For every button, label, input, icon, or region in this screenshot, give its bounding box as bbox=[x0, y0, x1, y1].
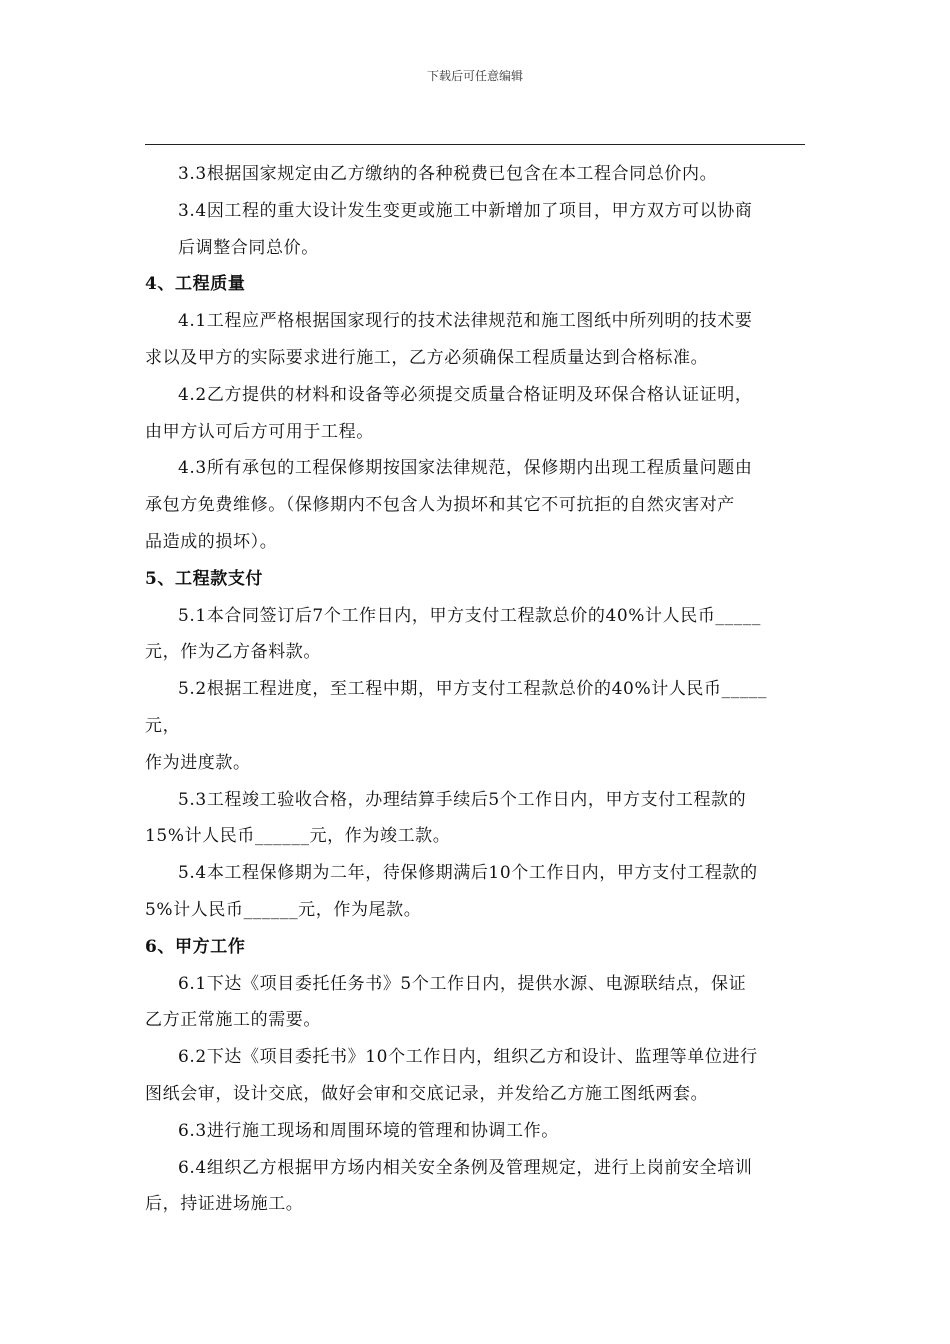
clause-4-2-cont: 由甲方认可后方可用于工程。 bbox=[145, 421, 374, 442]
section-heading-5: 5、工程款支付 bbox=[145, 568, 264, 589]
clause-5-4-cont: 5%计人民币______元，作为尾款。 bbox=[145, 899, 422, 920]
clause-6-4: 6.4组织乙方根据甲方场内相关安全条例及管理规定，进行上岗前安全培训 bbox=[178, 1157, 753, 1178]
clause-5-1: 5.1本合同签订后7个工作日内，甲方支付工程款总价的40%计人民币_____ bbox=[178, 605, 761, 626]
clause-6-1-cont: 乙方正常施工的需要。 bbox=[145, 1010, 321, 1031]
clause-3-4-cont: 后调整合同总价。 bbox=[178, 237, 319, 258]
document-body bbox=[145, 156, 807, 1223]
clause-3-4: 3.4因工程的重大设计发生变更或施工中新增加了项目，甲方双方可以协商 bbox=[178, 200, 753, 221]
clause-5-2: 5.2根据工程进度，至工程中期，甲方支付工程款总价的40%计人民币_____ bbox=[178, 679, 768, 700]
clause-4-1-cont: 求以及甲方的实际要求进行施工，乙方必须确保工程质量达到合格标准。 bbox=[145, 347, 709, 368]
clause-5-3-cont: 15%计人民币______元，作为竣工款。 bbox=[145, 826, 451, 847]
page-header: 下载后可任意编辑 bbox=[426, 69, 523, 83]
clause-6-4-cont: 后，持证进场施工。 bbox=[145, 1194, 304, 1215]
clause-4-3: 4.3所有承包的工程保修期按国家法律规范，保修期内出现工程质量问题由 bbox=[178, 458, 753, 479]
clause-4-2: 4.2乙方提供的材料和设备等必须提交质量合格证明及环保合格认证证明， bbox=[178, 384, 753, 405]
clause-6-1: 6.1下达《项目委托任务书》5个工作日内，提供水源、电源联结点，保证 bbox=[178, 973, 747, 994]
clause-6-3: 6.3进行施工现场和周围环境的管理和协调工作。 bbox=[178, 1120, 559, 1141]
clause-6-2-cont: 图纸会审，设计交底，做好会审和交底记录，并发给乙方施工图纸两套。 bbox=[145, 1083, 709, 1104]
clause-4-1: 4.1工程应严格根据国家现行的技术法律规范和施工图纸中所列明的技术要 bbox=[178, 311, 753, 332]
clause-3-3: 3.3根据国家规定由乙方缴纳的各种税费已包含在本工程合同总价内。 bbox=[178, 164, 718, 184]
clause-4-3-cont-2: 品造成的损坏）。 bbox=[145, 531, 278, 552]
section-heading-6: 6、甲方工作 bbox=[145, 936, 246, 957]
clause-5-1-cont: 元，作为乙方备料款。 bbox=[145, 642, 321, 663]
section-heading-4: 4、工程质量 bbox=[145, 274, 246, 295]
clause-5-2-cont-2: 作为进度款。 bbox=[145, 752, 251, 773]
clause-5-4: 5.4本工程保修期为二年，待保修期满后10个工作日内，甲方支付工程款的 bbox=[178, 863, 758, 884]
clause-5-2-cont: 元， bbox=[145, 715, 181, 736]
clause-4-3-cont: 承包方免费维修。（保修期内不包含人为损坏和其它不可抗拒的自然灾害对产 bbox=[145, 495, 735, 516]
clause-6-2: 6.2下达《项目委托书》10个工作日内，组织乙方和设计、监理等单位进行 bbox=[178, 1047, 758, 1068]
header-divider bbox=[145, 144, 805, 145]
clause-5-3: 5.3工程竣工验收合格，办理结算手续后5个工作日内，甲方支付工程款的 bbox=[178, 789, 747, 810]
